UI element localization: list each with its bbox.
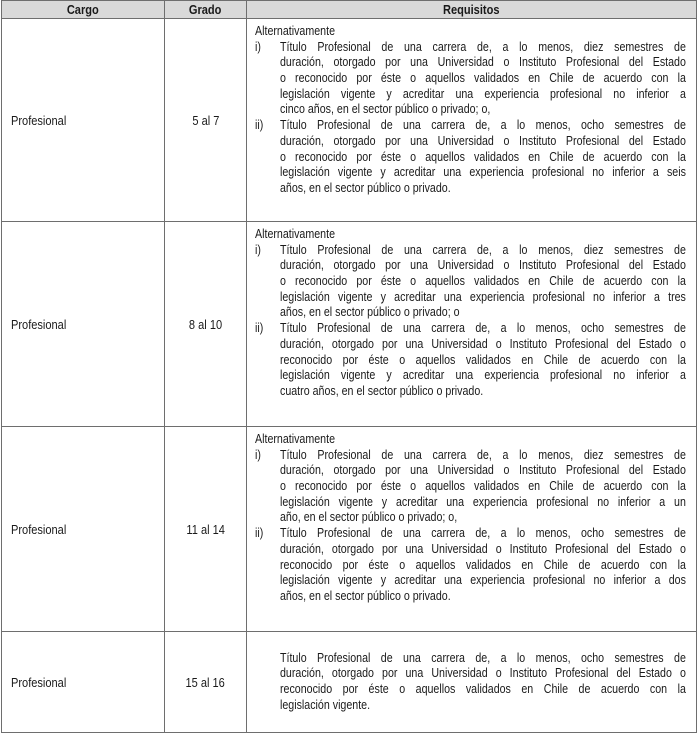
cargo-cell	[2, 632, 165, 733]
cargo-value: Profesional	[11, 521, 67, 537]
text-line: duración, otorgado por una Universidad o Instituto Profesional del Estado	[280, 462, 686, 478]
intro-text: Alternativamente	[255, 23, 336, 38]
requirement-item	[255, 447, 687, 525]
grado-value: 15 al 16	[185, 674, 226, 690]
requirement-item	[255, 242, 687, 320]
text-line: legislación vigente y acreditar una experiencia profesional no inferior a un	[280, 493, 686, 509]
grado-value: 8 al 10	[188, 316, 223, 332]
text-line: duración, otorgado por una Universidad o Instituto Profesional del Estado o	[280, 335, 686, 351]
text-line: reconocido por éste o aquellos validados en Chile de acuerdo con la	[280, 351, 686, 367]
requirements-table	[1, 0, 697, 733]
cargo-cell	[2, 222, 165, 427]
text-line: o reconocido por éste o aquellos validados en Chile de acuerdo con la	[280, 478, 686, 494]
grado-value: 5 al 7	[191, 112, 220, 128]
text-line: Título Profesional de una carrera de, a lo menos, ocho semestres de	[280, 649, 686, 665]
list-marker: i)	[255, 446, 261, 462]
table-row	[2, 19, 697, 222]
grado-cell	[165, 632, 247, 733]
requisitos-cell	[247, 19, 697, 222]
intro-text: Alternativamente	[255, 431, 336, 446]
text-line: legislación vigente y acreditar una experiencia profesional no inferior a seis	[280, 164, 686, 180]
text-line: duración, otorgado por una Universidad o Instituto Profesional del Estado	[280, 132, 686, 148]
text-line: Título Profesional de una carrera de, a lo menos, ocho semestres de	[280, 320, 686, 336]
header-grado-label: Grado	[189, 2, 222, 17]
text-line: reconocido por éste o aquellos validados en Chile de acuerdo con la	[280, 681, 686, 696]
table-row	[2, 222, 697, 427]
table-header	[2, 1, 697, 19]
header-cargo-label: Cargo	[67, 2, 99, 17]
grado-cell	[165, 19, 247, 222]
text-line: duración, otorgado por una Universidad o Instituto Profesional del Estado	[280, 257, 686, 273]
text-line: año, en el sector público o privado; o,	[280, 509, 458, 525]
text-line: años, en el sector público o privado.	[280, 587, 451, 603]
text-line: Título Profesional de una carrera de, a lo menos, diez semestres de	[280, 241, 686, 257]
header-cargo	[2, 1, 165, 19]
header-requisitos-label: Requisitos	[443, 2, 500, 17]
list-marker: ii)	[255, 525, 264, 541]
text-line: legislación vigente y acreditar una experiencia profesional no inferior a tres	[280, 288, 686, 304]
requisitos-cell	[247, 632, 697, 733]
list-marker: ii)	[255, 117, 264, 133]
requirement-item	[255, 39, 687, 117]
grado-value: 11 al 14	[186, 521, 225, 537]
text-line: legislación vigente.	[280, 696, 371, 712]
requirement-item	[255, 117, 687, 195]
cargo-cell	[2, 19, 165, 222]
text-line: legislación vigente y acreditar una experiencia profesional no inferior a	[280, 85, 686, 101]
header-requisitos	[247, 1, 697, 19]
text-line: cuatro años, en el sector público o privado.	[280, 382, 484, 398]
grado-cell	[165, 427, 247, 632]
text-line: cinco años, en el sector público o privado; o,	[280, 101, 491, 117]
text-line: Título Profesional de una carrera de, a lo menos, diez semestres de	[280, 446, 686, 462]
cargo-value: Profesional	[11, 112, 67, 128]
list-marker: i)	[255, 38, 261, 54]
text-line: duración, otorgado por una Universidad o Instituto Profesional del Estado	[280, 54, 686, 70]
header-grado	[165, 1, 247, 19]
text-line: legislación vigente y acreditar una experiencia profesional no inferior a dos	[280, 572, 686, 588]
cargo-value: Profesional	[11, 674, 67, 690]
table-row	[2, 632, 697, 733]
text-line: años, en el sector público o privado; o	[280, 304, 460, 320]
table-row	[2, 427, 697, 632]
requirement-item	[255, 525, 687, 603]
text-line: Título Profesional de una carrera de, a lo menos, ocho semestres de	[280, 525, 686, 541]
text-line: duración, otorgado por una Universidad o Instituto Profesional del Estado o	[280, 665, 686, 681]
grado-cell	[165, 222, 247, 427]
text-line: legislación vigente y acreditar una experiencia profesional no inferior a	[280, 367, 686, 383]
requisitos-cell	[247, 427, 697, 632]
text-line: reconocido por éste o aquellos validados en Chile de acuerdo con la	[280, 556, 686, 572]
text-line: Título Profesional de una carrera de, a lo menos, diez semestres de	[280, 38, 686, 54]
requirement-item	[255, 320, 687, 398]
list-marker: i)	[255, 241, 261, 257]
text-line: Título Profesional de una carrera de, a lo menos, ocho semestres de	[280, 117, 686, 133]
cargo-value: Profesional	[11, 316, 67, 332]
text-line: duración, otorgado por una Universidad o Instituto Profesional del Estado o	[280, 540, 686, 556]
intro-text: Alternativamente	[255, 226, 336, 241]
text-line: o reconocido por éste o aquellos validados en Chile de acuerdo con la	[280, 273, 686, 289]
requisitos-cell	[247, 222, 697, 427]
text-line: o reconocido por éste o aquellos validados en Chile de acuerdo con la	[280, 148, 686, 164]
cargo-cell	[2, 427, 165, 632]
list-marker: ii)	[255, 320, 264, 336]
text-line: o reconocido por éste o aquellos validados en Chile de acuerdo con la	[280, 70, 686, 86]
requirement-item	[255, 650, 687, 713]
text-line: años, en el sector público o privado.	[280, 179, 451, 195]
